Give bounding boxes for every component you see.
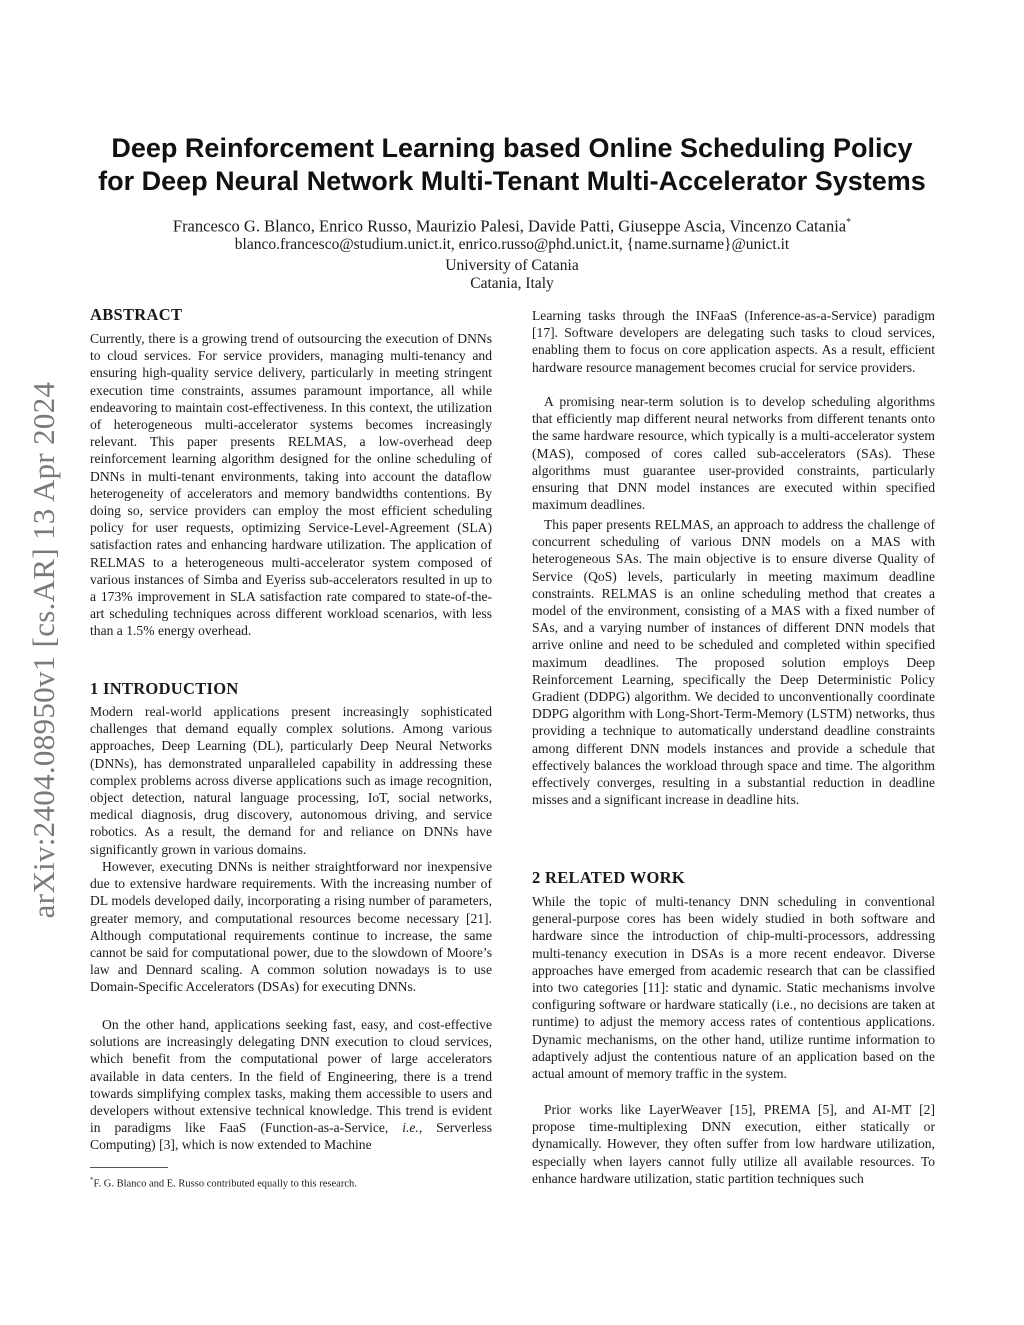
- footnote-mark: *: [90, 1176, 94, 1184]
- authors-text: Francesco G. Blanco, Enrico Russo, Maurizio Palesi, Davide Patti, Giuseppe Ascia, Vincenzo Catania: [172, 216, 847, 236]
- arxiv-id-text: arXiv:2404.08950v1 [cs.AR] 13 Apr 2024: [26, 381, 61, 919]
- intro-paragraph-2: However, executing DNNs is neither straightforward nor inexpensive due to extensive hardware requirements. With the increasing number of DL models developed daily, incorporating a rising number of parameters, greater memory, and computational resources become necessary [21]. Although computational requirements continue to increase, the same cannot be said for computational power, due to the slowdown of Moore’s law and Dennard scaling. A common solution nowadays is to use Domain-Specific Accelerators (DSAs) for executing DNNs.: [90, 859, 492, 995]
- footnote-rule: [90, 1167, 168, 1168]
- arxiv-identifier: [22, 350, 66, 950]
- location: Catania, Italy: [470, 275, 554, 292]
- introduction-heading: 1 INTRODUCTION: [90, 679, 239, 698]
- author-emails: blanco.francesco@studium.unict.it, enrico.russo@phd.unict.it, {name.surname}@unict.it: [234, 236, 790, 253]
- intro-p3-start: On the other hand, applications seeking fast, easy, and cost-effective solutions are increasingly delegating DNN execution to cloud services, which benefit from the computational power of large accelerators available in data centers. In the field of Engineering, there is a trend towards simplifying complex tasks, making them accessible to users and developers without extensive technical knowledge. This trend is evident in paradigms like FaaS (Function-as-a-Service,: [90, 1017, 492, 1136]
- related-work-heading: 2 RELATED WORK: [532, 868, 686, 887]
- footnote-text: F. G. Blanco and E. Russo contributed equally to this research.: [93, 1178, 357, 1190]
- abstract-text: Currently, there is a growing trend of outsourcing the execution of DNNs to cloud services. For service providers, managing multi-tenancy and ensuring high-quality service delivery, particularly in meeting stringent execution time constraints, assumes paramount importance, all while endeavoring to maintain cost-effectiveness. In this context, the utilization of heterogeneous multi-accelerator systems becomes increasingly relevant. This paper presents RELMAS, a low-overhead deep reinforcement learning algorithm designed for the online scheduling of DNNs in multi-tenant environments, taking into account the dataflow heterogeneity of accelerators and memory bandwidths contentions. By doing so, service providers can employ the most efficient scheduling policy for user requests, optimizing Service-Level-Agreement (SLA) satisfaction rates and enhancing hardware utilization. The application of RELMAS to a heterogeneous multi-accelerator system composed of various instances of Simba and Eyeriss sub-accelerators resulted in up to a 173% improvement in SLA satisfaction rate compared to state-of-the-art scheduling techniques across different workload scenarios, with less than a 1.5% energy overhead.: [90, 331, 492, 639]
- related-paragraph-2: Prior works like LayerWeaver [15], PREMA [5], and AI-MT [2] propose time-multiplexing DNN execution, either statically or dynamically. However, they often suffer from low hardware utilization, especially when layers cannot fully utilize all available resources. To enhance hardware utilization, static partition techniques such: [532, 1102, 935, 1186]
- author-footnote-mark: *: [846, 217, 852, 228]
- affiliation: University of Catania: [445, 257, 579, 274]
- paper-title: [60, 132, 964, 198]
- intro-paragraph-5: A promising near-term solution is to develop scheduling algorithms that efficiently map different neural networks from different tenants onto the same hardware resource, which typically is a multi-accelerator system (MAS), composed of cores called sub-accelerators (SAs). These algorithms must guarantee user-provided constraints, particularly ensuring that DNN model instances are executed within specified maximum deadlines.: [532, 394, 935, 513]
- abstract-heading: ABSTRACT: [90, 305, 183, 324]
- intro-p3-ie: i.e.: [402, 1120, 419, 1136]
- related-paragraph-1: While the topic of multi-tenancy DNN scheduling in conventional general-purpose cores has been widely studied in both software and hardware since the introduction of chip-multi-processors, addressing multi-tenancy execution in DSAs is a more recent endeavor. Diverse approaches have emerged from academic research that can be classified into two categories [11]: static and dynamic. Static mechanisms involve configuring software or hardware statically (i.e., no decisions are taken at runtime) to adjust the memory access rates of contentious applications. Dynamic mechanisms, on the other hand, utilize runtime information to adaptively adjust the contentious nature of an application based on the actual amount of memory traffic in the system.: [532, 894, 935, 1082]
- intro-p3-end: , Serverless Computing) [3], which is now extended to Machine: [90, 1120, 492, 1153]
- footnote: [90, 1174, 492, 1191]
- title-line-2: for Deep Neural Network Multi-Tenant Multi-Accelerator Systems: [98, 166, 926, 196]
- author-list: [60, 213, 964, 237]
- title-line-1: Deep Reinforcement Learning based Online Scheduling Policy: [111, 133, 913, 163]
- intro-paragraph-6: This paper presents RELMAS, an approach to address the challenge of concurrent scheduling of various DNN models on a MAS with heterogeneous SAs. The main objective is to ensure diverse Quality of Service (QoS) levels, particularly in meeting maximum deadline constraints. RELMAS is an online scheduling method that creates a model of the environment, consisting of a MAS with a fixed number of SAs, and a varying number of instances of different DNN models that arrive online and need to be scheduled and completed within specified maximum deadlines. The proposed solution employs Deep Reinforcement Learning, specifically the Deep Deterministic Policy Gradient (DDPG) algorithm. We decided to unconventionally coordinate DDPG algorithm with Long-Short-Term-Memory (LSTM) networks, thus providing a technique to automatically understand deadline constraints among different DNN models instances and provide a schedule that effectively balances the workload through space and time. The algorithm effectively converges, resulting in a substantial reduction in deadline misses and a significant increase in deadline hits.: [532, 517, 935, 808]
- intro-paragraph-4: Learning tasks through the INFaaS (Inference-as-a-Service) paradigm [17]. Software developers are delegating such tasks to cloud services, enabling them to focus on core application aspects. As a result, efficient hardware resource management becomes crucial for service providers.: [532, 308, 935, 375]
- intro-paragraph-3: [90, 1016, 492, 1154]
- intro-paragraph-1: Modern real-world applications present increasingly sophisticated challenges that demand equally complex solutions. Among various approaches, Deep Learning (DL), particularly Deep Neural Networks (DNNs), has demonstrated unparalleled capability in addressing these complex problems across diverse applications such as image recognition, object detection, natural language processing, IoT, social networks, medical diagnosis, drug discovery, autonomous driving, and service robotics. As a result, the demand for and reliance on DNNs have significantly grown in various domains.: [90, 704, 492, 857]
